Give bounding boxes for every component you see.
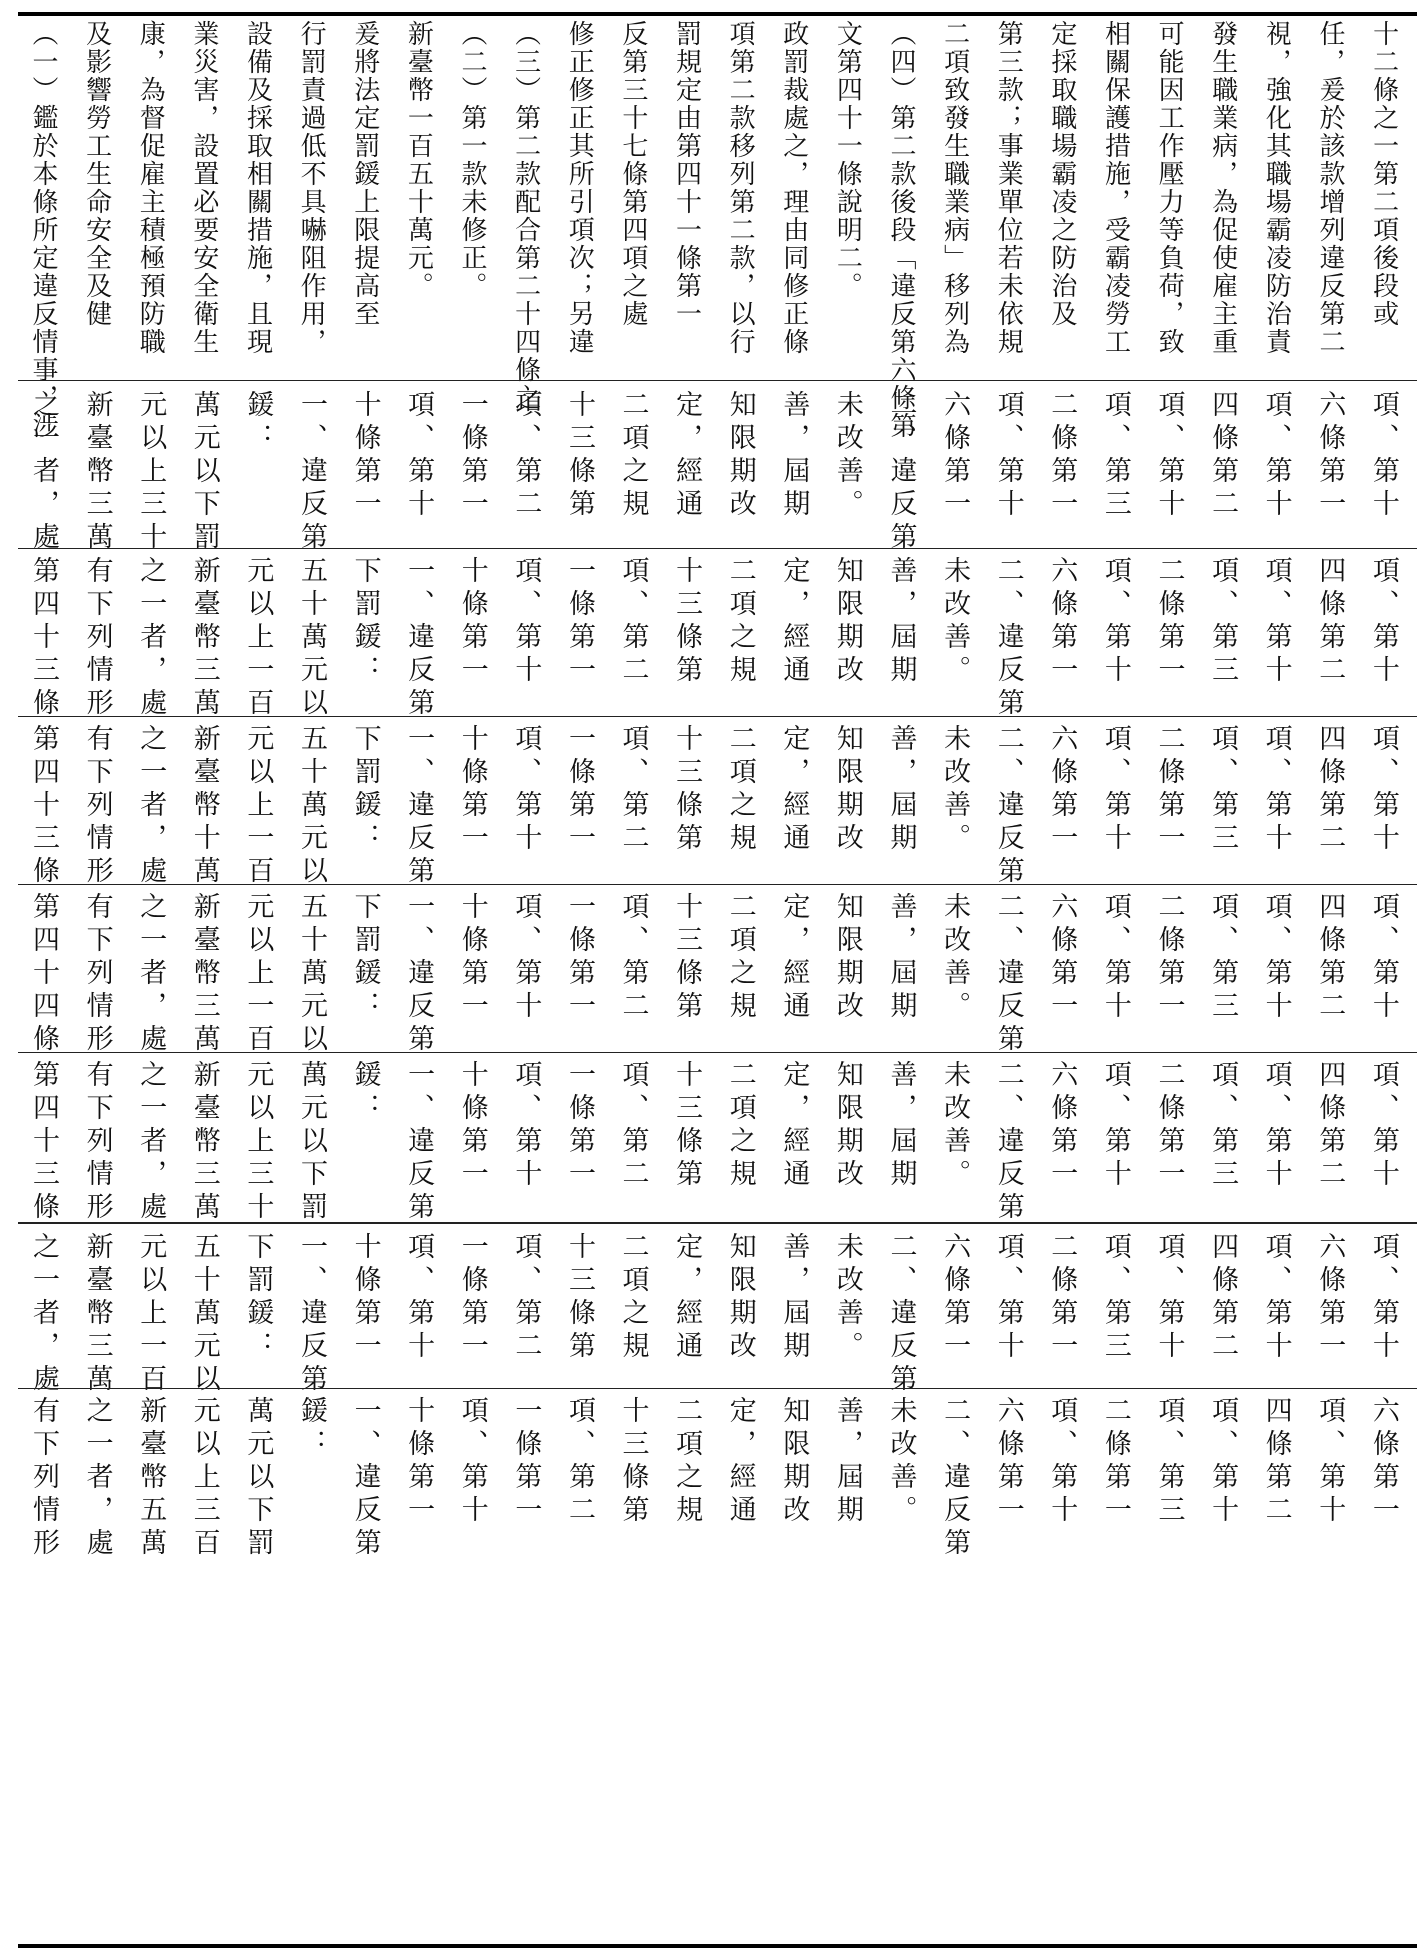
text-column: 項、第十	[1260, 724, 1292, 856]
text-column: 下罰鍰：	[349, 556, 381, 688]
text-column: 第四十三條	[28, 556, 59, 721]
text-column: 十三條第	[671, 556, 703, 688]
text-column: 未改善。	[939, 724, 971, 856]
text-column: 十條第一	[403, 1396, 435, 1528]
top-rule	[18, 12, 1417, 16]
text-column: 項、第十	[1367, 1060, 1399, 1192]
text-column: 六條第一	[1314, 390, 1346, 522]
text-column: 相關保護措施，受霸凌勞工	[1100, 20, 1131, 356]
text-column: 二條第一	[1046, 390, 1078, 522]
text-column: 善，屆期	[885, 892, 917, 1024]
text-column: 四條第二	[1207, 390, 1239, 522]
text-column: （二）第一款未修正。	[457, 20, 487, 300]
text-column: 善，屆期	[778, 1232, 810, 1364]
text-column: 二、違反第	[992, 892, 1024, 1057]
text-column: 一、違反第	[403, 892, 435, 1057]
article-43-columns	[28, 1060, 1399, 1225]
text-column: 六條第一	[939, 390, 971, 522]
text-column: 二條第一	[1153, 1060, 1185, 1192]
text-column: 新臺幣一百五十萬元。	[403, 20, 434, 300]
text-column: 六條第一	[1046, 1060, 1078, 1192]
text-column: 之一者，處	[135, 556, 167, 721]
text-column: 及影響勞工生命安全及健	[81, 20, 112, 328]
text-column: 項、第二	[617, 892, 649, 1024]
text-column: 十條第一	[456, 892, 488, 1024]
text-column: 知限期改	[831, 892, 863, 1024]
text-column: 五十萬元以	[188, 1232, 220, 1397]
text-column: 項、第十	[1367, 892, 1399, 1024]
text-column: 有下列情形	[81, 1060, 113, 1225]
text-column: 之一者，處	[135, 1060, 167, 1225]
text-column: 未改善。	[885, 1396, 917, 1528]
text-column: 二、違反第	[992, 1060, 1024, 1225]
text-column: 第四十四條	[28, 892, 59, 1057]
text-column: 之一者，處	[28, 1232, 59, 1397]
explanation-panel	[28, 20, 1399, 440]
text-column: 四條第二	[1314, 724, 1346, 856]
text-column: 項、第三	[1207, 892, 1239, 1024]
text-column: 二項之規	[617, 1232, 649, 1364]
text-column: 四條第二	[1314, 556, 1346, 688]
text-column: 業災害，設置必要安全衛生	[188, 20, 219, 356]
text-column: 項、第二	[617, 556, 649, 688]
text-column: 十條第一	[349, 1232, 381, 1364]
text-column: 項、第十	[1260, 556, 1292, 688]
text-column: 六條第一	[1367, 1396, 1399, 1528]
article-43-panel	[28, 556, 1399, 721]
text-column: 一、違反第	[295, 1232, 327, 1397]
text-column: 十三條第	[671, 724, 703, 856]
text-column: 發生職業病，為促使雇主重	[1207, 20, 1238, 356]
text-column: 未改善。	[939, 1060, 971, 1192]
text-column: 項、第三	[1099, 1232, 1131, 1364]
text-column: 善，屆期	[885, 556, 917, 688]
text-column: 項、第三	[1207, 556, 1239, 688]
article-fragment-columns	[28, 390, 1399, 555]
text-column: 有下列情形	[81, 556, 113, 721]
text-column: 二、違反第	[992, 724, 1024, 889]
text-column: 六條第一	[939, 1232, 971, 1364]
text-column: 項、第十	[1046, 1396, 1078, 1528]
article-fragment-panel	[30, 1396, 1397, 1936]
text-column: 六條第一	[1046, 892, 1078, 1024]
text-column: 一條第一	[510, 1396, 542, 1528]
text-column: 元以上三十	[242, 1060, 274, 1225]
text-column: 項、第二	[617, 1060, 649, 1192]
text-column: 五十萬元以	[295, 892, 327, 1057]
article-fragment-columns	[30, 1396, 1397, 1936]
text-column: 未改善。	[831, 390, 863, 522]
text-column: 項、第十	[1260, 1060, 1292, 1192]
text-column: 一、違反第	[349, 1396, 381, 1561]
text-column: 元以上一百	[242, 724, 274, 889]
text-column: 知限期改	[724, 1232, 756, 1364]
text-column: 鍰：	[349, 1060, 381, 1126]
text-column: 四條第二	[1260, 1396, 1292, 1528]
text-column: 一條第一	[456, 1232, 488, 1364]
article-fragment-columns	[28, 1232, 1399, 1397]
text-column: 定，經通	[671, 1232, 703, 1364]
text-column: 十條第一	[456, 724, 488, 856]
section-divider	[18, 716, 1417, 717]
text-column: 二條第一	[1099, 1396, 1131, 1528]
text-column: 一、違反第	[403, 1060, 435, 1225]
article-fragment-panel	[28, 1232, 1399, 1397]
text-column: 十三條第	[617, 1396, 649, 1528]
section-divider	[18, 548, 1417, 549]
text-column: 新臺幣三萬	[188, 556, 220, 721]
text-column: 下罰鍰：	[349, 892, 381, 1024]
text-column: 知限期改	[831, 1060, 863, 1192]
text-column: 項、第十	[992, 390, 1024, 522]
text-column: 新臺幣三萬	[188, 1060, 220, 1225]
text-column: 十條第一	[349, 390, 381, 522]
text-column: 項、第十	[1367, 390, 1399, 522]
text-column: 善，屆期	[885, 724, 917, 856]
text-column: 項、第二	[510, 1232, 542, 1364]
text-column: 元以上一百	[242, 892, 274, 1057]
text-column: 項、第十	[456, 1396, 488, 1528]
text-column: 鍰：	[242, 390, 274, 456]
text-column: 文第四十一條說明二。	[832, 20, 863, 300]
text-column: 知限期改	[831, 724, 863, 856]
text-column: 項、第二	[563, 1396, 595, 1528]
article-fragment-panel	[28, 390, 1399, 555]
text-column: 第三款；事業單位若未依規	[993, 20, 1024, 356]
text-column: 善，屆期	[778, 390, 810, 522]
text-column: 定，經通	[724, 1396, 756, 1528]
text-column: 之一者，處	[135, 724, 167, 889]
text-column: 視，強化其職場霸凌防治責	[1261, 20, 1292, 356]
text-column: 一條第一	[563, 892, 595, 1024]
text-column: 元以上三十	[135, 390, 167, 555]
text-column: 項、第三	[1207, 1060, 1239, 1192]
section-divider	[18, 1388, 1417, 1389]
article-44-columns	[28, 892, 1399, 1057]
text-column: 一條第一	[563, 1060, 595, 1192]
text-column: 定，經通	[778, 724, 810, 856]
text-column: 任，爰於該款增列違反第二	[1315, 20, 1345, 356]
text-column: 有下列情形	[28, 1396, 59, 1561]
article-43-panel	[28, 1060, 1399, 1225]
text-column: 萬元以下罰	[188, 390, 220, 555]
text-column: 一、違反第	[295, 390, 327, 555]
section-divider	[18, 1052, 1417, 1053]
text-column: 項、第十	[1099, 1060, 1131, 1192]
text-column: 六條第一	[1046, 724, 1078, 856]
text-column: 未改善。	[939, 892, 971, 1024]
text-column: 項、第十	[992, 1232, 1024, 1364]
text-column: 四條第二	[1314, 892, 1346, 1024]
text-column: 元以上三百	[188, 1396, 220, 1561]
text-column: （四）第二款後段「違反第六條第	[886, 20, 916, 440]
text-column: 二條第一	[1153, 556, 1185, 688]
text-column: 五十萬元以	[295, 556, 327, 721]
text-column: 之一者，處	[81, 1396, 113, 1561]
text-column: 項、第十	[1260, 892, 1292, 1024]
text-column: 項、第十	[1099, 892, 1131, 1024]
text-column: 十三條第	[671, 892, 703, 1024]
text-column: 二條第一	[1046, 1232, 1078, 1364]
bottom-rule	[18, 1944, 1417, 1948]
text-column: 項、第三	[1153, 1396, 1185, 1528]
text-column: 未改善。	[939, 556, 971, 688]
text-column: 項、第十	[510, 556, 542, 688]
article-43-panel	[28, 724, 1399, 889]
text-column: 一條第一	[563, 556, 595, 688]
text-column: 項、第十	[403, 390, 435, 522]
text-column: 二項之規	[617, 390, 649, 522]
text-column: 罰規定由第四十一條第一	[671, 20, 702, 328]
text-column: 四條第二	[1314, 1060, 1346, 1192]
text-column: 項、第十	[510, 892, 542, 1024]
text-column: 元以上一百	[135, 1232, 167, 1397]
text-column: 下罰鍰：	[242, 1232, 274, 1364]
text-column: 項、第三	[1207, 724, 1239, 856]
text-column: 一條第一	[456, 390, 488, 522]
text-column: 新臺幣五萬	[135, 1396, 167, 1561]
text-column: 萬元以下罰	[295, 1060, 327, 1225]
text-column: 項、第十	[1099, 724, 1131, 856]
text-column: 定採取職場霸凌之防治及	[1046, 20, 1077, 328]
text-column: 有下列情形	[81, 892, 113, 1057]
text-column: 未改善。	[831, 1232, 863, 1364]
section-divider	[18, 884, 1417, 885]
text-column: 十三條第	[563, 1232, 595, 1364]
text-column: 康，為督促雇主積極預防職	[135, 20, 166, 356]
article-44-panel	[28, 892, 1399, 1057]
text-column: 政罰裁處之，理由同修正條	[778, 20, 809, 356]
text-column: 六條第一	[1314, 1232, 1346, 1364]
text-column: 二、違反第	[885, 390, 917, 555]
text-column: 可能因工作壓力等負荷，致	[1154, 20, 1185, 356]
section-divider	[18, 1222, 1417, 1224]
article-43-columns	[28, 724, 1399, 889]
text-column: 知限期改	[724, 390, 756, 522]
text-column: 定，經通	[671, 390, 703, 522]
text-column: 一、違反第	[403, 724, 435, 889]
text-column: 之一者，處	[135, 892, 167, 1057]
text-column: 一條第一	[563, 724, 595, 856]
text-column: 十條第一	[456, 1060, 488, 1192]
text-column: 修正修正其所引項次；另違	[564, 20, 595, 356]
text-column: 二項之規	[724, 724, 756, 856]
text-column: 五十萬元以	[295, 724, 327, 889]
text-column: 有下列情形	[81, 724, 113, 889]
text-column: 新臺幣三萬	[188, 892, 220, 1057]
text-column: 下罰鍰：	[349, 724, 381, 856]
text-column: 二項之規	[724, 1060, 756, 1192]
text-column: 萬元以下罰	[242, 1396, 274, 1561]
text-column: 六條第一	[992, 1396, 1024, 1528]
text-column: 十條第一	[456, 556, 488, 688]
text-column: 二條第一	[1153, 892, 1185, 1024]
explanation-columns	[28, 20, 1399, 440]
section-divider	[18, 380, 1417, 381]
text-column: 鍰：	[295, 1396, 327, 1462]
text-column: 項、第十	[1367, 1232, 1399, 1364]
text-column: 第四十三條	[28, 724, 59, 889]
text-column: 行罰責過低不具嚇阻作用，	[296, 20, 327, 356]
text-column: 定，經通	[778, 892, 810, 1024]
text-column: 定，經通	[778, 556, 810, 688]
text-column: 項、第三	[1099, 390, 1131, 522]
text-column: 二項之規	[724, 892, 756, 1024]
text-column: 元以上一百	[242, 556, 274, 721]
text-column: 十三條第	[671, 1060, 703, 1192]
text-column: 項、第十	[1207, 1396, 1239, 1528]
text-column: 二條第一	[1153, 724, 1185, 856]
text-column: 十二條之一第二項後段或	[1368, 20, 1399, 328]
text-column: 之一者，處	[28, 390, 59, 555]
text-column: 項、第十	[1153, 390, 1185, 522]
text-column: 新臺幣三萬	[81, 1232, 113, 1397]
text-column: 項、第二	[510, 390, 542, 522]
text-column: 項、第十	[510, 724, 542, 856]
text-column: 項、第十	[1314, 1396, 1346, 1528]
text-column: 十三條第	[563, 390, 595, 522]
text-column: 四條第二	[1207, 1232, 1239, 1364]
text-column: 定，經通	[778, 1060, 810, 1192]
text-column: 項、第十	[510, 1060, 542, 1192]
text-column: 二、違反第	[885, 1232, 917, 1397]
text-column: 新臺幣三萬	[81, 390, 113, 555]
text-column: 第四十三條	[28, 1060, 59, 1225]
text-column: 項、第十	[1260, 390, 1292, 522]
text-column: 二項之規	[671, 1396, 703, 1528]
text-column: 項、第十	[1260, 1232, 1292, 1364]
text-column: 善，屆期	[831, 1396, 863, 1528]
text-column: 善，屆期	[885, 1060, 917, 1192]
text-column: 二、違反第	[992, 556, 1024, 721]
text-column: 設備及採取相關措施，且現	[242, 20, 273, 356]
text-column: 反第三十七條第四項之處	[617, 20, 648, 328]
text-column: 爰將法定罰鍰上限提高至	[349, 20, 380, 328]
text-column: 新臺幣十萬	[188, 724, 220, 889]
text-column: 項、第十	[1367, 724, 1399, 856]
text-column: （三）第二款配合第二十四條之	[510, 20, 541, 412]
text-column: 項、第十	[1153, 1232, 1185, 1364]
text-column: 六條第一	[1046, 556, 1078, 688]
text-column: 項、第二	[617, 724, 649, 856]
text-column: 二項之規	[724, 556, 756, 688]
text-column: 項、第十	[403, 1232, 435, 1364]
text-column: 知限期改	[831, 556, 863, 688]
text-column: 二、違反第	[939, 1396, 971, 1561]
text-column: 項第二款移列第二款，以行	[725, 20, 756, 356]
text-column: （一）鑑於本條所定違反情事，涉	[28, 20, 58, 440]
text-column: 項、第十	[1099, 556, 1131, 688]
text-column: 一、違反第	[403, 556, 435, 721]
text-column: 項、第十	[1367, 556, 1399, 688]
text-column: 知限期改	[778, 1396, 810, 1528]
article-43-columns	[28, 556, 1399, 721]
text-column: 二項致發生職業病」移列為	[939, 20, 970, 356]
